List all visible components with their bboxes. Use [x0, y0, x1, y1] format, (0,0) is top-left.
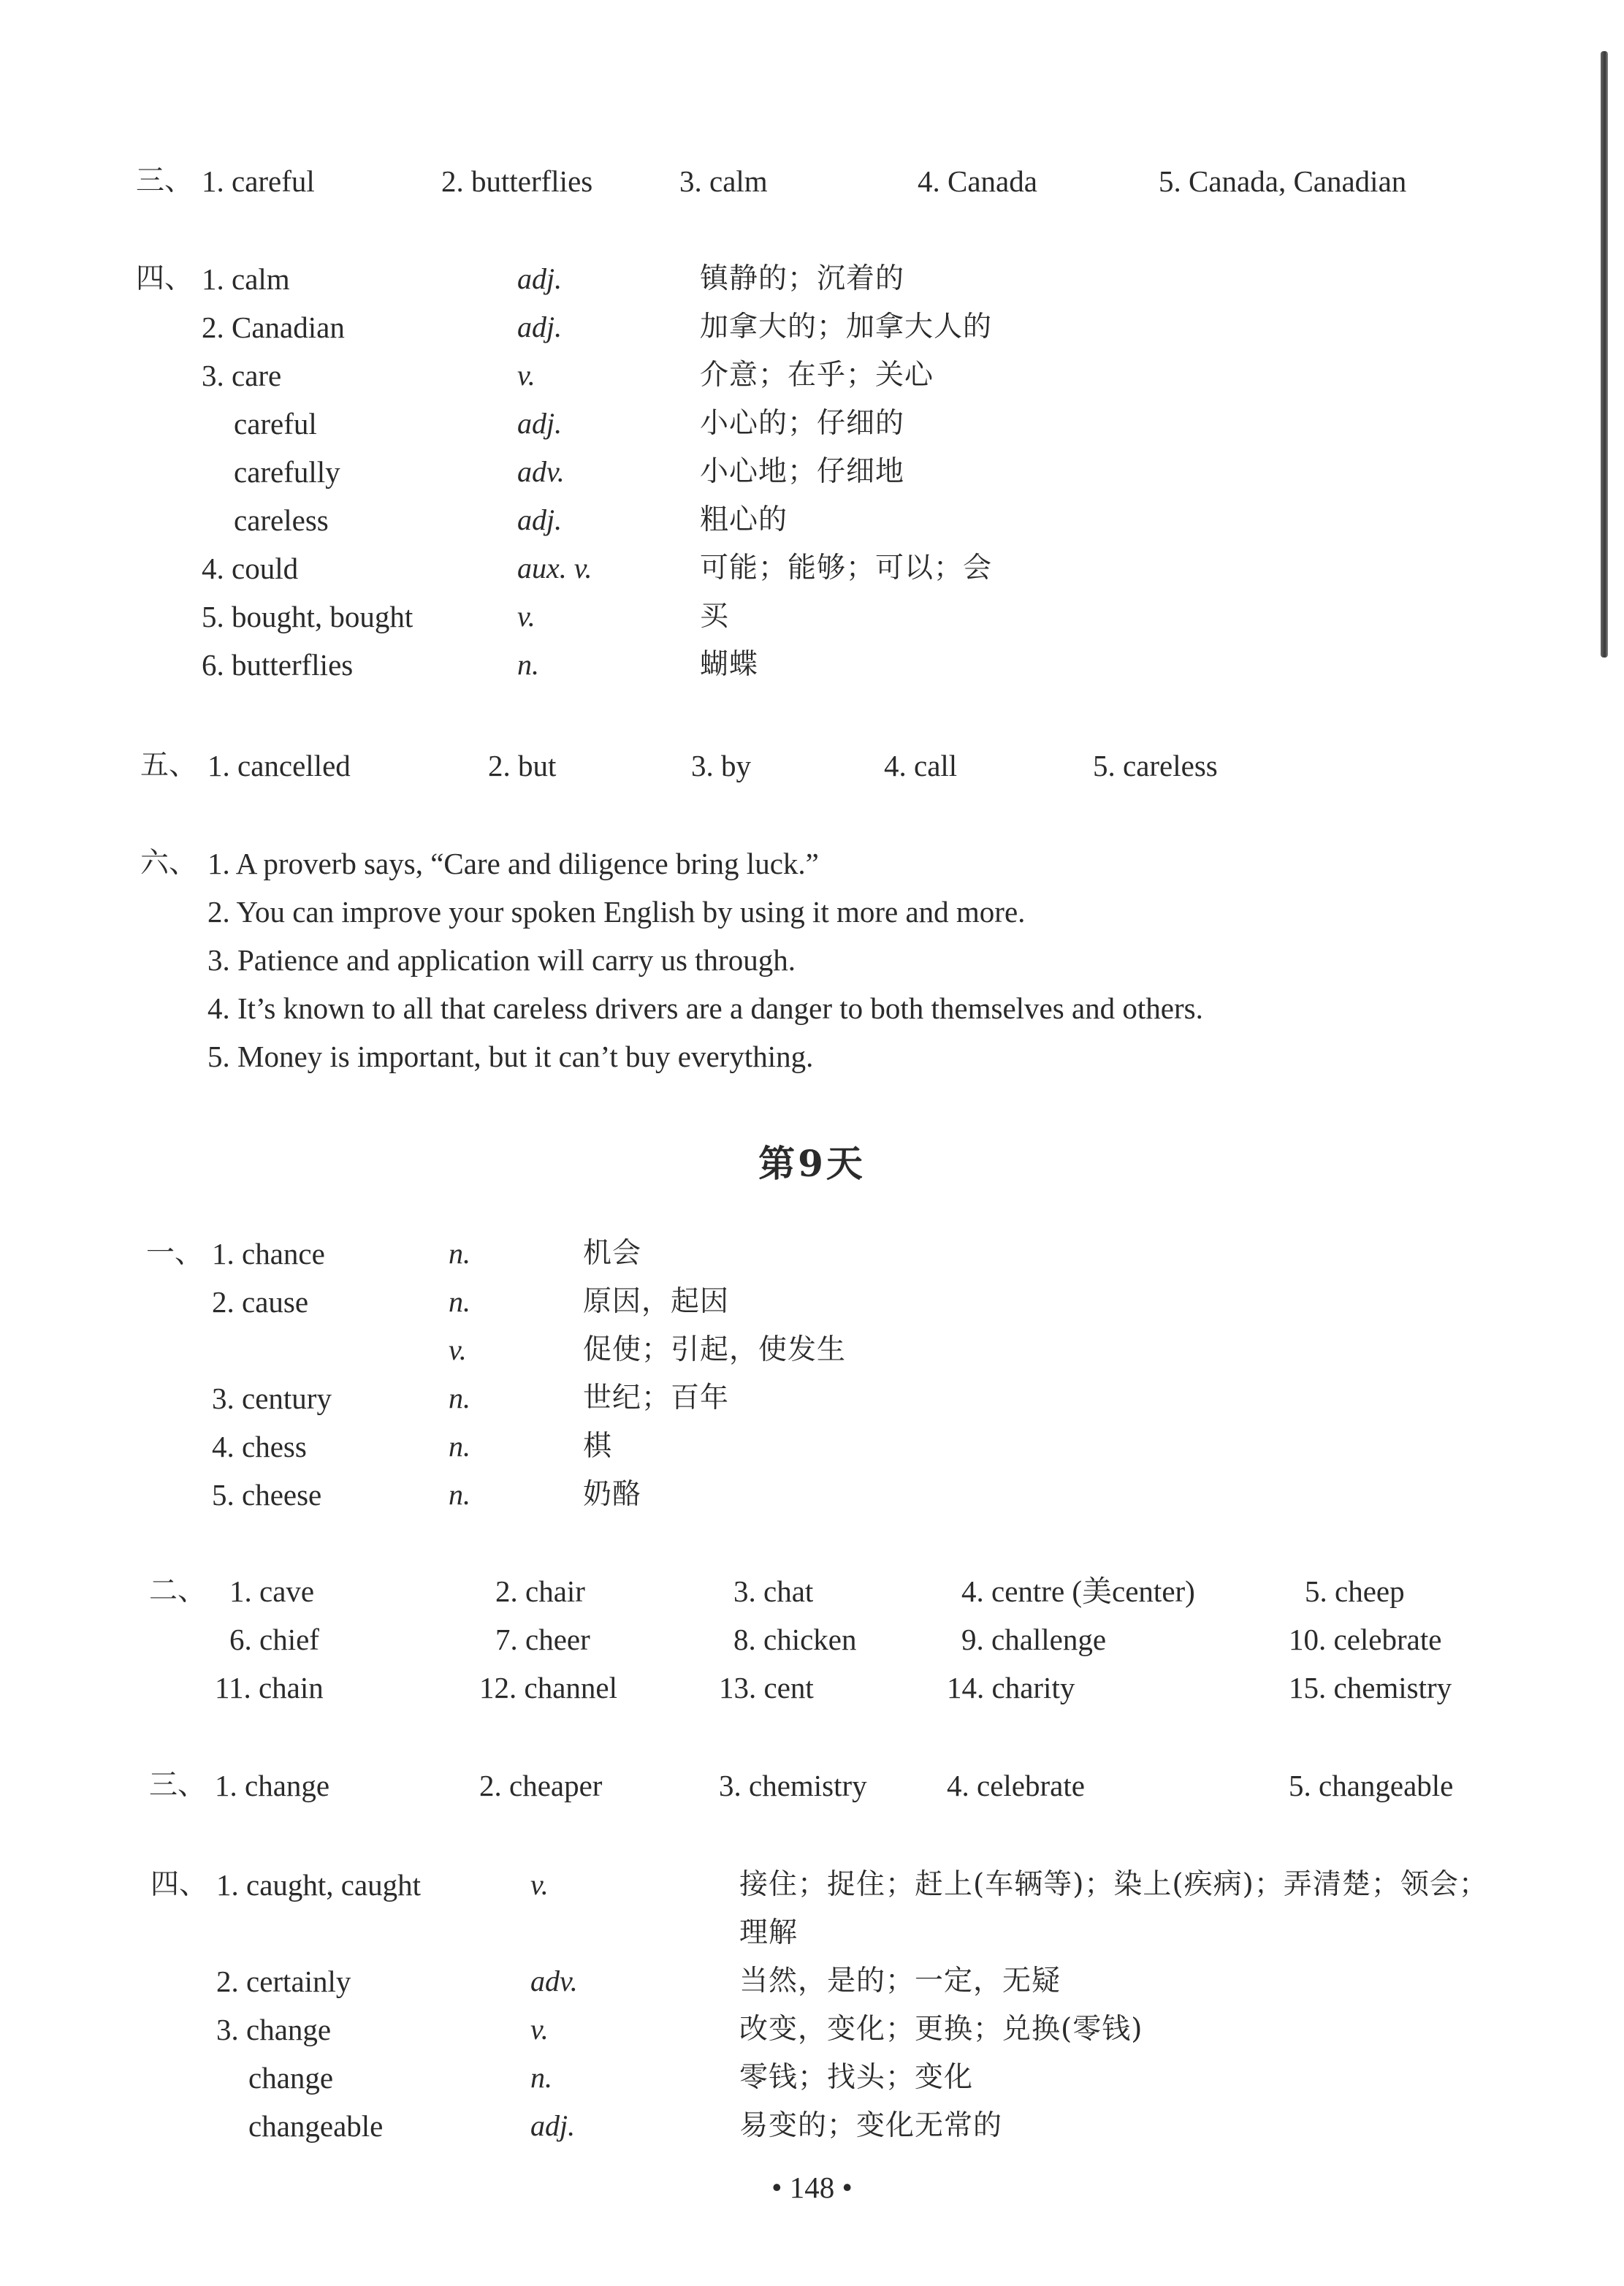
vocab-pos: adj.	[517, 262, 563, 295]
vocab-row	[0, 2104, 1624, 2148]
sentence-row	[0, 986, 1624, 1030]
vocab-row	[0, 402, 1624, 446]
vocab-word: change	[248, 2061, 334, 2095]
vocab-meaning: 世纪；百年	[583, 1382, 730, 1414]
answer-item: 3. chemistry	[719, 1769, 867, 1802]
answer-item: 5. careless	[1093, 749, 1218, 782]
sentence: 2. You can improve your spoken English by using it more and more.	[207, 895, 1026, 929]
vocab-word: 3. care	[202, 359, 282, 392]
vocab-word: 1. calm	[202, 262, 290, 296]
vocab-pos: n.	[449, 1382, 470, 1414]
vocab-meaning: 机会	[583, 1237, 642, 1270]
vocab-pos: n.	[449, 1478, 470, 1511]
day-heading	[0, 1138, 1624, 1189]
vocab-meaning: 买	[700, 600, 730, 633]
vocab-word: careless	[234, 503, 329, 537]
vocab-meaning: 促使；引起，使发生	[583, 1333, 847, 1366]
vocab-row	[0, 595, 1624, 639]
vocab-word: 6. butterflies	[202, 648, 354, 682]
section-label: 四、	[136, 262, 194, 295]
vocab-pos: n.	[517, 648, 539, 681]
vocab-pos: n.	[449, 1430, 470, 1463]
vocab-meaning: 介意；在乎；关心	[700, 359, 934, 392]
vocab-meaning: 零钱；找头；变化	[739, 2061, 974, 2094]
vocab-pos: n.	[530, 2061, 552, 2094]
vocab-row	[0, 1376, 1624, 1420]
vocab-pos: n.	[449, 1285, 470, 1318]
answer-item: 2. but	[488, 749, 557, 782]
answer-item: 10. celebrate	[1289, 1623, 1442, 1656]
vocab-pos: v.	[530, 1868, 549, 1901]
vocab-meaning: 棋	[583, 1430, 613, 1463]
vocab-pos: v.	[449, 1333, 467, 1366]
answer-item: 3. calm	[679, 164, 768, 198]
section-3-answers	[0, 159, 1624, 203]
section-label: 六、	[140, 847, 198, 880]
answer-item: 13. cent	[719, 1671, 814, 1704]
section-label: 四、	[150, 1868, 208, 1901]
vocab-pos: v.	[517, 600, 535, 633]
answer-item: 3. chat	[733, 1574, 814, 1608]
vocab-pos: adj.	[530, 2109, 576, 2142]
answer-item: 1. careful	[202, 164, 315, 198]
vocab-word: careful	[234, 407, 317, 441]
answer-row	[0, 1666, 1624, 1710]
vocab-row	[0, 643, 1624, 687]
answer-item: 7. cheer	[495, 1623, 590, 1656]
vocab-meaning: 当然，是的；一定，无疑	[739, 1965, 1061, 1997]
vocab-row	[0, 450, 1624, 494]
answer-item: 3. by	[691, 749, 751, 782]
answer-item: 4. Canada	[918, 164, 1037, 198]
sentence: 3. Patience and application will carry us through.	[207, 943, 796, 977]
vocab-row	[0, 257, 1624, 301]
page-number: • 148 •	[771, 2171, 853, 2204]
vocab-word: 5. cheese	[212, 1478, 322, 1512]
vocab-row	[0, 1425, 1624, 1468]
vocab-pos: adv.	[517, 455, 565, 488]
answer-item: 2. cheaper	[479, 1769, 603, 1802]
answer-item: 14. charity	[947, 1671, 1075, 1704]
answer-item: 4. celebrate	[947, 1769, 1085, 1802]
section-5-answers	[0, 744, 1624, 788]
section-label: 五、	[140, 749, 198, 782]
vocab-pos: adj.	[517, 503, 563, 536]
vocab-meaning: 粗心的	[700, 503, 788, 536]
answer-item: 2. butterflies	[441, 164, 593, 198]
vocab-row	[0, 2056, 1624, 2100]
vocab-word: 5. bought, bought	[202, 600, 413, 633]
page-title: 第9天	[758, 1142, 866, 1185]
vocab-meaning: 改变，变化；更换；兑换(零钱)	[739, 2013, 1143, 2046]
sentence-row	[0, 938, 1624, 982]
sentence-row	[0, 1035, 1624, 1078]
vocab-row	[0, 2008, 1624, 2051]
section-label: 一、	[146, 1237, 204, 1270]
vocab-meaning: 原因，起因	[583, 1285, 730, 1318]
vocab-pos: adj.	[517, 407, 563, 440]
vocab-row	[0, 1863, 1624, 1907]
sentence-row	[0, 842, 1624, 885]
vocab-meaning: 接住；捉住；赶上(车辆等)；染上(疾病)；弄清楚；领会；	[739, 1868, 1488, 1901]
vocab-pos: v.	[517, 359, 535, 392]
answer-item: 9. challenge	[961, 1623, 1107, 1656]
answer-row	[0, 1569, 1624, 1613]
answer-item: 4. centre (美center)	[961, 1574, 1195, 1608]
vocab-word: 1. caught, caught	[216, 1868, 422, 1902]
vocab-row	[0, 546, 1624, 590]
vocab-word: changeable	[248, 2109, 384, 2143]
vocab-word: 3. change	[216, 2013, 332, 2046]
vocab-row	[0, 1280, 1624, 1324]
vocab-word: 2. cause	[212, 1285, 309, 1319]
vocab-row	[0, 354, 1624, 397]
vocab-meaning: 小心的；仔细的	[700, 407, 905, 440]
vocab-pos: adv.	[530, 1965, 578, 1997]
vocab-word: 1. chance	[212, 1237, 325, 1270]
answer-item: 11. chain	[215, 1671, 324, 1704]
answer-item: 4. call	[884, 749, 958, 782]
vocab-row	[0, 498, 1624, 542]
sentence: 1. A proverb says, “Care and diligence bring luck.”	[207, 847, 819, 880]
vocab-pos: n.	[449, 1237, 470, 1270]
vocab-meaning: 蝴蝶	[700, 648, 759, 681]
vocab-pos: v.	[530, 2013, 549, 2046]
vocab-row	[0, 1328, 1624, 1372]
vocab-word: 2. Canadian	[202, 310, 345, 344]
vocab-meaning: 奶酪	[583, 1478, 642, 1511]
vocab-word: 4. could	[202, 552, 299, 585]
answer-item: 5. cheep	[1305, 1574, 1405, 1608]
vocab-row	[0, 1232, 1624, 1276]
sentence: 5. Money is important, but it can’t buy everything.	[207, 1040, 814, 1073]
vocab-row	[0, 305, 1624, 349]
answer-item: 8. chicken	[733, 1623, 857, 1656]
vocab-word: carefully	[234, 455, 340, 489]
answer-item: 1. change	[215, 1769, 330, 1802]
answer-item: 5. changeable	[1289, 1769, 1454, 1802]
vocab-pos: aux. v.	[517, 552, 592, 584]
answer-item: 15. chemistry	[1289, 1671, 1452, 1704]
answer-item: 2. chair	[495, 1574, 585, 1608]
day9-section-3-answers	[0, 1764, 1624, 1807]
vocab-row	[0, 1959, 1624, 2003]
answer-item: 1. cave	[229, 1574, 315, 1608]
sentence-row	[0, 890, 1624, 934]
vocab-row	[0, 1473, 1624, 1517]
vocab-word: 2. certainly	[216, 1965, 351, 1998]
answer-item: 1. cancelled	[207, 749, 351, 782]
vocab-meaning: 可能；能够；可以；会	[700, 552, 993, 584]
section-label: 二、	[149, 1574, 207, 1607]
answer-item: 12. channel	[479, 1671, 617, 1704]
section-label: 三、	[149, 1769, 207, 1802]
vocab-word: 4. chess	[212, 1430, 307, 1463]
page-footer	[0, 2165, 1624, 2209]
vocab-meaning: 加拿大的；加拿大人的	[700, 310, 993, 343]
section-label: 三、	[136, 164, 194, 197]
answer-row	[0, 1618, 1624, 1661]
answer-item: 5. Canada, Canadian	[1159, 164, 1407, 198]
answer-item: 6. chief	[229, 1623, 319, 1656]
vocab-pos: adj.	[517, 310, 563, 343]
vocab-meaning: 小心地；仔细地	[700, 455, 905, 488]
vocab-meaning: 理解	[739, 1916, 798, 1949]
vocab-word: 3. century	[212, 1382, 332, 1415]
sentence: 4. It’s known to all that careless drivers are a danger to both themselves and others.	[207, 991, 1203, 1025]
vocab-row-continuation	[0, 1911, 1624, 1955]
vocab-meaning: 镇静的；沉着的	[700, 262, 905, 295]
vocab-meaning: 易变的；变化无常的	[739, 2109, 1003, 2142]
